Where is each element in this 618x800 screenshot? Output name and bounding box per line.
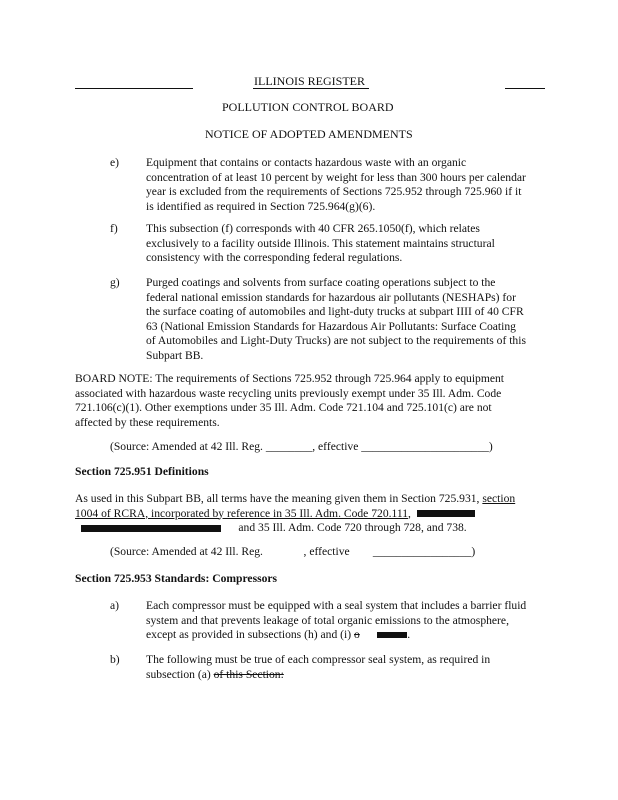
item-f-text: This subsection (f) corresponds with 40 CFR 265.1050(f), which relates exclusively to a facility outside Illinois. This statement maintains structural consistency with the corresponding federal regulations. [146, 222, 495, 264]
source-note-1: (Source: Amended at 42 Ill. Reg. ________, effective ______________________) [110, 440, 493, 453]
header-rule-left [75, 88, 193, 89]
board-note: BOARD NOTE: The requirements of Sections 725.952 through 725.964 apply to equipment associated with hazardous waste recycling units previously exempt under 35 Ill. Adm. Code 721.106(c)(1). Other exemptions under 35 Ill. Adm. Code 721.104 and 725.101(c) are not affected by these requirements. [75, 372, 505, 429]
board-title: POLLUTION CONTROL BOARD [222, 100, 394, 114]
section-951-heading: Section 725.951 Definitions [75, 465, 209, 478]
item-e-text: Equipment that contains or contacts hazardous waste with an organic concentration of at least 10 percent by weight for less than 300 hours per calendar year is excluded from the requirements of Sections 725.952 through 725.960 if it is identified as required in Section 725.964(g)(6). [146, 156, 526, 213]
redaction-mark [417, 510, 475, 517]
item-e-label: e) [110, 156, 120, 169]
item-g-label: g) [110, 276, 120, 289]
notice-title: NOTICE OF ADOPTED AMENDMENTS [205, 127, 413, 141]
header-rule-right [505, 88, 545, 89]
source-note-2: (Source: Amended at 42 Ill. Reg. , effective _________________) [110, 545, 476, 558]
redaction-mark [377, 632, 407, 638]
section-953-heading: Section 725.953 Standards: Compressors [75, 572, 278, 585]
redaction-mark [81, 525, 221, 532]
item-b-text: The following must be true of each compressor seal system, as required in subsection (a) of this Section: [146, 653, 491, 681]
register-title: ILLINOIS REGISTER [254, 74, 365, 88]
section-951-text: As used in this Subpart BB, all terms have the meaning given them in Section 725.931, section 1004 of RCRA, incorporated by reference in 35 Ill. Adm. Code 720.111, and 35 Ill. Adm. Code 720 through 728, and 738. [75, 492, 516, 534]
item-a-label: a) [110, 599, 120, 612]
item-f-label: f) [110, 222, 118, 235]
register-underline [253, 88, 369, 89]
item-b-label: b) [110, 653, 120, 666]
item-g-text: Purged coatings and solvents from surface coating operations subject to the federal national emission standards for hazardous air pollutants (NESHAPs) for the surface coating of automobiles and light-duty trucks at subpart IIII of 40 CFR 63 (National Emission Standards for Hazardous Air Pollutants: Surface Coating of Automobiles and Light-Duty Trucks) are not subject to the requirements of this Subpart BB. [146, 276, 526, 362]
item-a-text: Each compressor must be equipped with a seal system that includes a barrier fluid system and that prevents leakage of total organic emissions to the atmosphere, except as provided in subsections (h) and (i) o . [146, 599, 527, 641]
